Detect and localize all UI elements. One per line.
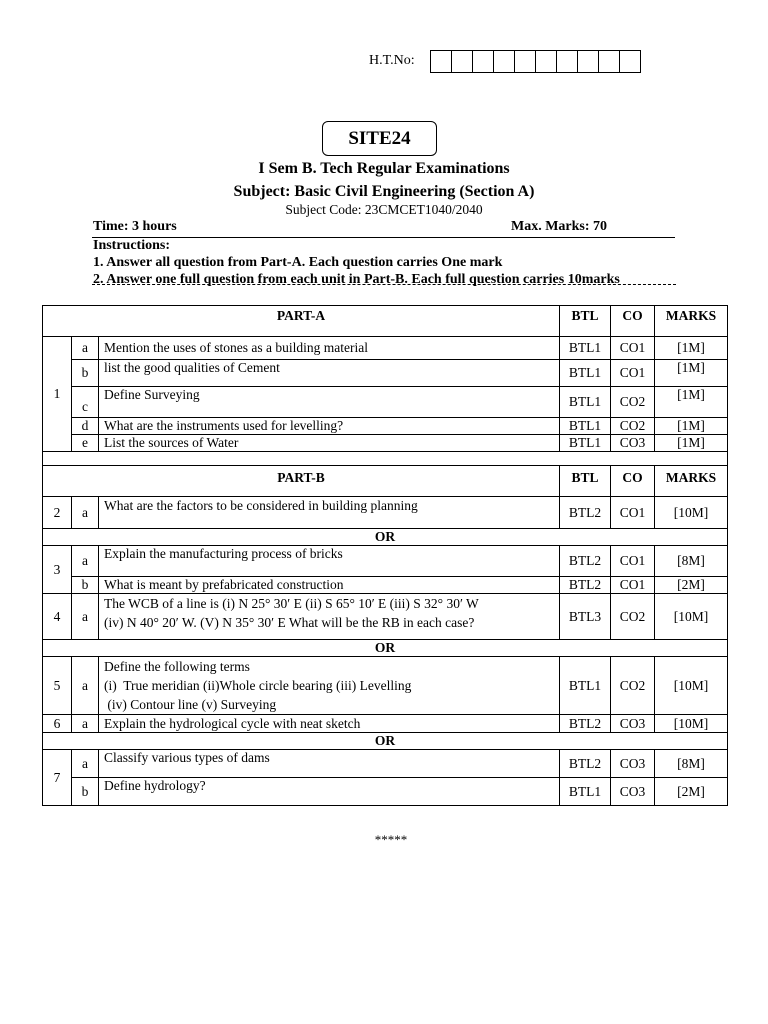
question-line-1: Define the following terms — [104, 659, 250, 674]
question-line-3: (iv) Contour line (v) Surveying — [104, 697, 277, 712]
part-b-header-row — [43, 466, 728, 497]
marks-value: [2M] — [655, 577, 728, 594]
question-text: What is meant by prefabricated construction — [99, 577, 560, 594]
htno-digit-box — [577, 50, 599, 73]
paper-code-box — [322, 121, 437, 156]
question-text: Define hydrology? — [99, 778, 560, 806]
co-value: CO1 — [611, 337, 655, 360]
question-text: Explain the hydrological cycle with neat sketch — [99, 715, 560, 733]
htno-digit-box — [430, 50, 452, 73]
question-number: 3 — [43, 546, 72, 594]
co-value: CO1 — [611, 497, 655, 529]
question-number: 7 — [43, 750, 72, 806]
btl-value: BTL1 — [560, 337, 611, 360]
sub-question-label: a — [72, 497, 99, 529]
table-row — [43, 435, 728, 452]
table-row — [43, 360, 728, 387]
question-text: What are the factors to be considered in building planning — [99, 497, 560, 529]
sub-question-label: b — [72, 778, 99, 806]
btl-value: BTL2 — [560, 750, 611, 778]
marks-value: [10M] — [655, 715, 728, 733]
or-row — [43, 529, 728, 546]
marks-value: [10M] — [655, 594, 728, 640]
or-row — [43, 733, 728, 750]
htno-digit-box — [493, 50, 515, 73]
question-line-2: (i) True meridian (ii)Whole circle bearing (iii) Levelling — [104, 678, 412, 693]
co-value: CO2 — [611, 418, 655, 435]
marks-value: [1M] — [655, 337, 728, 360]
spacer-cell — [43, 452, 728, 466]
co-value: CO2 — [611, 657, 655, 715]
htno-digit-box — [598, 50, 620, 73]
btl-value: BTL2 — [560, 577, 611, 594]
question-number: 4 — [43, 594, 72, 640]
co-header: CO — [611, 306, 655, 337]
co-value: CO2 — [611, 594, 655, 640]
table-row — [43, 778, 728, 806]
htno-digit-box — [619, 50, 641, 73]
marks-value: [8M] — [655, 546, 728, 577]
table-row — [43, 418, 728, 435]
co-value: CO2 — [611, 387, 655, 418]
marks-value: [1M] — [655, 360, 728, 387]
question-number: 2 — [43, 497, 72, 529]
spacer-row — [43, 452, 728, 466]
htno-digit-box — [535, 50, 557, 73]
instruction-1: 1. Answer all question from Part-A. Each question carries One mark — [93, 255, 503, 270]
part-a-header-row — [43, 306, 728, 337]
co-value: CO1 — [611, 577, 655, 594]
htno-digit-box — [472, 50, 494, 73]
btl-value: BTL1 — [560, 387, 611, 418]
btl-value: BTL2 — [560, 497, 611, 529]
question-number: 6 — [43, 715, 72, 733]
sub-question-label: b — [72, 360, 99, 387]
instruction-2: 2. Answer one full question from each unit in Part-B. Each full question carries 10marks — [93, 272, 620, 287]
or-separator: OR — [43, 529, 728, 546]
question-text — [99, 657, 560, 715]
or-separator: OR — [43, 640, 728, 657]
btl-value: BTL3 — [560, 594, 611, 640]
sub-question-label: a — [72, 750, 99, 778]
co-value: CO1 — [611, 546, 655, 577]
or-row — [43, 640, 728, 657]
htno-digit-box — [514, 50, 536, 73]
max-marks: Max. Marks: 70 — [511, 219, 608, 234]
part-a-title: PART-A — [43, 306, 560, 337]
marks-value: [1M] — [655, 435, 728, 452]
question-text: Define Surveying — [99, 387, 560, 418]
table-row — [43, 715, 728, 733]
sub-question-label: e — [72, 435, 99, 452]
question-text: list the good qualities of Cement — [99, 360, 560, 387]
sub-question-label: a — [72, 657, 99, 715]
end-of-paper-marker: ***** — [374, 832, 408, 847]
question-text — [99, 594, 560, 640]
question-line-2: (iv) N 40° 20′ W. (V) N 35° 30′ E What will be the RB in each case? — [104, 615, 475, 630]
marks-value: [1M] — [655, 387, 728, 418]
question-text: Classify various types of dams — [99, 750, 560, 778]
table-row — [43, 594, 728, 640]
btl-value: BTL1 — [560, 418, 611, 435]
co-value: CO3 — [611, 750, 655, 778]
header-divider — [92, 237, 675, 238]
table-row — [43, 337, 728, 360]
dashed-divider — [92, 284, 676, 285]
btl-value: BTL1 — [560, 360, 611, 387]
question-number: 5 — [43, 657, 72, 715]
htno-digit-box — [556, 50, 578, 73]
table-row — [43, 577, 728, 594]
hall-ticket-label: H.T.No: — [369, 53, 415, 68]
marks-value: [1M] — [655, 418, 728, 435]
btl-value: BTL1 — [560, 435, 611, 452]
marks-header: MARKS — [655, 466, 728, 497]
btl-value: BTL2 — [560, 546, 611, 577]
co-value: CO1 — [611, 360, 655, 387]
co-value: CO3 — [611, 715, 655, 733]
exam-time: Time: 3 hours — [93, 219, 177, 234]
question-text: List the sources of Water — [99, 435, 560, 452]
or-separator: OR — [43, 733, 728, 750]
sub-question-label: a — [72, 337, 99, 360]
marks-value: [10M] — [655, 497, 728, 529]
table-row — [43, 387, 728, 418]
co-value: CO3 — [611, 435, 655, 452]
btl-value: BTL1 — [560, 657, 611, 715]
instructions-title: Instructions: — [93, 238, 171, 253]
marks-value: [8M] — [655, 750, 728, 778]
sub-question-label: a — [72, 546, 99, 577]
table-row — [43, 546, 728, 577]
question-text: Mention the uses of stones as a building material — [99, 337, 560, 360]
paper-code: SITE24 — [348, 127, 411, 149]
marks-value: [10M] — [655, 657, 728, 715]
marks-header: MARKS — [655, 306, 728, 337]
sub-question-label: b — [72, 577, 99, 594]
question-text: Explain the manufacturing process of bricks — [99, 546, 560, 577]
question-number: 1 — [43, 337, 72, 452]
btl-header: BTL — [560, 466, 611, 497]
table-row — [43, 497, 728, 529]
sub-question-label: a — [72, 715, 99, 733]
subject-code: Subject Code: 23CMCET1040/2040 — [285, 202, 483, 217]
htno-digit-box — [451, 50, 473, 73]
table-row — [43, 657, 728, 715]
sub-question-label: a — [72, 594, 99, 640]
sub-question-label: d — [72, 418, 99, 435]
btl-value: BTL2 — [560, 715, 611, 733]
question-table — [42, 305, 728, 806]
part-b-title: PART-B — [43, 466, 560, 497]
co-header: CO — [611, 466, 655, 497]
hall-ticket-number-boxes — [431, 50, 641, 73]
subject-title: Subject: Basic Civil Engineering (Section A) — [233, 183, 535, 200]
btl-value: BTL1 — [560, 778, 611, 806]
table-row — [43, 750, 728, 778]
question-text: What are the instruments used for levelling? — [99, 418, 560, 435]
question-line-1: The WCB of a line is (i) N 25° 30′ E (ii) S 65° 10′ E (iii) S 32° 30′ W — [104, 596, 479, 611]
marks-value: [2M] — [655, 778, 728, 806]
sub-question-label: c — [72, 387, 99, 418]
co-value: CO3 — [611, 778, 655, 806]
btl-header: BTL — [560, 306, 611, 337]
exam-title: I Sem B. Tech Regular Examinations — [258, 160, 510, 177]
